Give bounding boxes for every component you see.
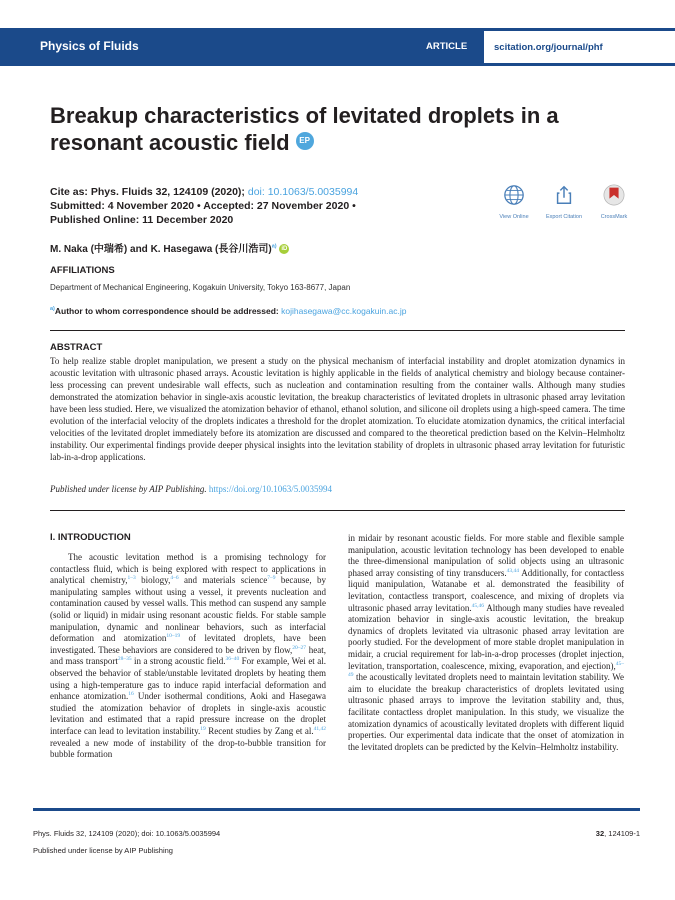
corr-mark: a) bbox=[50, 306, 55, 313]
published-date: Published Online: 11 December 2020 bbox=[50, 214, 234, 226]
intro-text: because, by manipulating samples without using a vessel, it prevents nucleation and contamination caused by vessel walls. This method can suspend any sample (solid or liquid) in midair using resonant acoustic fields. For stable sample manipulation, dynamic and nonlinear behaviors, such as interfacial deformation and atomization bbox=[50, 575, 326, 644]
introduction-heading: I. INTRODUCTION bbox=[50, 532, 131, 543]
export-citation-button[interactable] bbox=[539, 184, 589, 220]
reference-link[interactable]: 4–6 bbox=[170, 575, 179, 582]
orcid-icon[interactable]: iD bbox=[281, 246, 288, 253]
affiliation-text: Department of Mechanical Engineering, Kogakuin University, Tokyo 163-8677, Japan bbox=[50, 283, 351, 292]
crossmark-label: CrossMark bbox=[600, 214, 628, 220]
editors-pick-badge[interactable]: EP bbox=[296, 132, 314, 150]
intro-text: the acoustically levitated droplets need to maintain levitation stability. We aim to elucidate the breakup characteristics of droplets levitated using ultrasonic phased arrays to improve the levitation stability and, thus, facilitate contactless droplet manipulation. In this study, we visualize the atomization dynamics of acoustically levitated droplets with different liquid properties. Our experimental data indicate that the onset of atomization in the levitated droplets can be predicted by the Kelvin–Helmholtz instability. bbox=[348, 672, 624, 752]
reference-link[interactable]: 36–40 bbox=[225, 656, 240, 663]
intro-column-left bbox=[50, 552, 326, 761]
abstract-top-rule bbox=[50, 330, 625, 331]
export-citation-label: Export Citation bbox=[545, 214, 583, 220]
intro-text: revealed a new mode of instability of the drop-to-bubble transition for bubble formation bbox=[50, 737, 326, 760]
site-link[interactable]: scitation.org/journal/phf bbox=[494, 42, 603, 53]
footer-rule bbox=[33, 808, 640, 811]
reference-link[interactable]: 43,44 bbox=[506, 567, 519, 574]
footer-citation: Phys. Fluids 32, 124109 (2020); doi: 10.1063/5.0035994 bbox=[33, 829, 221, 838]
email-link[interactable]: kojihasegawa@cc.kogakuin.ac.jp bbox=[281, 306, 407, 316]
reference-link[interactable]: 45–49 bbox=[348, 660, 624, 679]
intro-text: Although many studies have revealed atomization behavior in single-axis acoustic levitation, the breakup dynamics of droplets levitated via ultrasonic phased array levitation are poorly studied. For the development of more stable droplet manipulation in midair, a crucial requirement for lab-in-a-drop processes (droplet injection, levitation, transportation, coalescence, mixing, evaporation, and ejection), bbox=[348, 602, 624, 671]
view-online-label: View Online bbox=[499, 214, 529, 220]
intro-text: Under isothermal conditions, Aoki and Hasegawa studied the atomization behavior of droplets in single-axis acoustic levitation and estimated that a rapid pressure increase on the droplet interface can lead to levitation instability. bbox=[50, 691, 326, 736]
article-title-text: Breakup characteristics of levitated droplets in a resonant acoustic field bbox=[50, 103, 559, 155]
author-list bbox=[50, 240, 289, 255]
view-online-button[interactable] bbox=[489, 184, 539, 220]
intro-text: in a strong acoustic field. bbox=[131, 656, 226, 667]
submission-dates: Submitted: 4 November 2020 • Accepted: 27 November 2020 • bbox=[50, 200, 356, 212]
doi-link[interactable]: doi: 10.1063/5.0035994 bbox=[247, 186, 359, 198]
footer-page: , 124109-1 bbox=[604, 829, 640, 838]
intro-text: biology, bbox=[135, 575, 171, 586]
footer-page-number bbox=[596, 829, 640, 838]
crossmark-button[interactable] bbox=[589, 184, 639, 220]
license-label: Published under license by AIP Publishing. bbox=[50, 484, 207, 494]
footer-volume: 32 bbox=[595, 829, 605, 838]
corr-label: Author to whom correspondence should be addressed: bbox=[54, 306, 282, 316]
abstract-bottom-rule bbox=[50, 510, 625, 511]
intro-text: Recent studies by Zang et al. bbox=[205, 725, 314, 736]
footer-publisher: Published under license by AIP Publishing bbox=[33, 846, 173, 855]
author-affil-mark: a) bbox=[271, 243, 277, 250]
reference-link[interactable]: 45,46 bbox=[471, 602, 484, 609]
cite-prefix: Cite as: Phys. Fluids 32, 124109 (2020); bbox=[50, 186, 248, 198]
intro-text: heat, and mass transport bbox=[50, 644, 326, 667]
article-type-label: ARTICLE bbox=[426, 41, 468, 52]
intro-text: of levitated droplets, have been investigated. These behaviors are considered to be driven by flow, bbox=[50, 633, 326, 655]
globe-icon bbox=[503, 184, 525, 206]
reference-link[interactable]: 16 bbox=[128, 691, 134, 698]
journal-name[interactable]: Physics of Fluids bbox=[40, 39, 139, 53]
intro-text: The acoustic levitation method is a promising technology for contactless fluid, which is being explored with respect to applications in analytical chemistry, bbox=[50, 552, 326, 586]
reference-link[interactable]: 1–3 bbox=[127, 575, 136, 582]
export-icon bbox=[553, 184, 575, 206]
correspondence-line bbox=[50, 306, 406, 316]
intro-text: in midair by resonant acoustic fields. For more stable and flexible sample manipulation, acoustic levitation technology has been developed to enable the three-dimensional manipulation of solid objects using an ultrasonic phased array consisting of tiny transducers. bbox=[348, 533, 624, 578]
intro-text: Additionally, for contactless liquid manipulation, Watanabe et al. demonstrated the feasibility of levitation, contactless transport, coalescence, and mixing of droplets via ultrasonic phased array levitation. bbox=[348, 567, 624, 613]
reference-link[interactable]: 20–27 bbox=[292, 644, 307, 651]
reference-link[interactable]: 19 bbox=[200, 725, 206, 732]
abstract-text: To help realize stable droplet manipulation, we present a study on the physical mechanism of interfacial instability and droplet atomization dynamics in acoustic levitation with ultrasonic phased arrays. Acoustic levitation is highly applicable in the fields of analytical chemistry and biology because container-less processing can prevent undesirable wall effects, such as nucleation and contamination resulting from the container walls. Although many studies demonstrated the atomization behavior in single-axis acoustic levitation, the breakup characteristics of levitated droplets in ultrasonic phased array levitation have been less studied. Here, we visualized the atomization behavior of ethanol, ethanol solution, and silicone oil droplets using a high-speed camera. The time evolution of the interfacial velocity of the droplets indicates a threshold for the droplet atomization. To elucidate atomization dynamics, the critical interfacial velocities of the levitated droplet immediately before its atomization are discussed and compared to the theoretical prediction based on the Kelvin–Helmholtz instability. Our experimental findings provide deeper physical insights into the levitation stability of droplets in ultrasonic phased array levitation for futuristic lab-in-a-drop applications. bbox=[50, 356, 625, 462]
intro-column-right bbox=[348, 533, 624, 753]
intro-text: and materials science bbox=[178, 575, 268, 586]
reference-link[interactable]: 41,42 bbox=[313, 725, 326, 732]
authors-text: M. Naka (中瑞希) and K. Hasegawa (長谷川浩司) bbox=[50, 244, 272, 255]
abstract-heading: ABSTRACT bbox=[50, 342, 103, 353]
reference-link[interactable]: 28–35 bbox=[117, 656, 132, 663]
reference-link[interactable]: 10–19 bbox=[166, 633, 181, 640]
intro-text: For example, Wei et al. observed the behavior of stable/unstable levitated droplets by heating them using a high-temperature gas to induce rapid interfacial deformation and enhance atomization. bbox=[50, 656, 326, 702]
article-title bbox=[50, 102, 610, 156]
license-line bbox=[50, 484, 332, 494]
reference-link[interactable]: 7–9 bbox=[267, 575, 276, 582]
citation-block bbox=[50, 185, 358, 227]
affiliations-heading: AFFILIATIONS bbox=[50, 265, 115, 276]
crossmark-icon bbox=[603, 184, 625, 206]
license-doi-link[interactable]: https://doi.org/10.1063/5.0035994 bbox=[208, 484, 332, 494]
